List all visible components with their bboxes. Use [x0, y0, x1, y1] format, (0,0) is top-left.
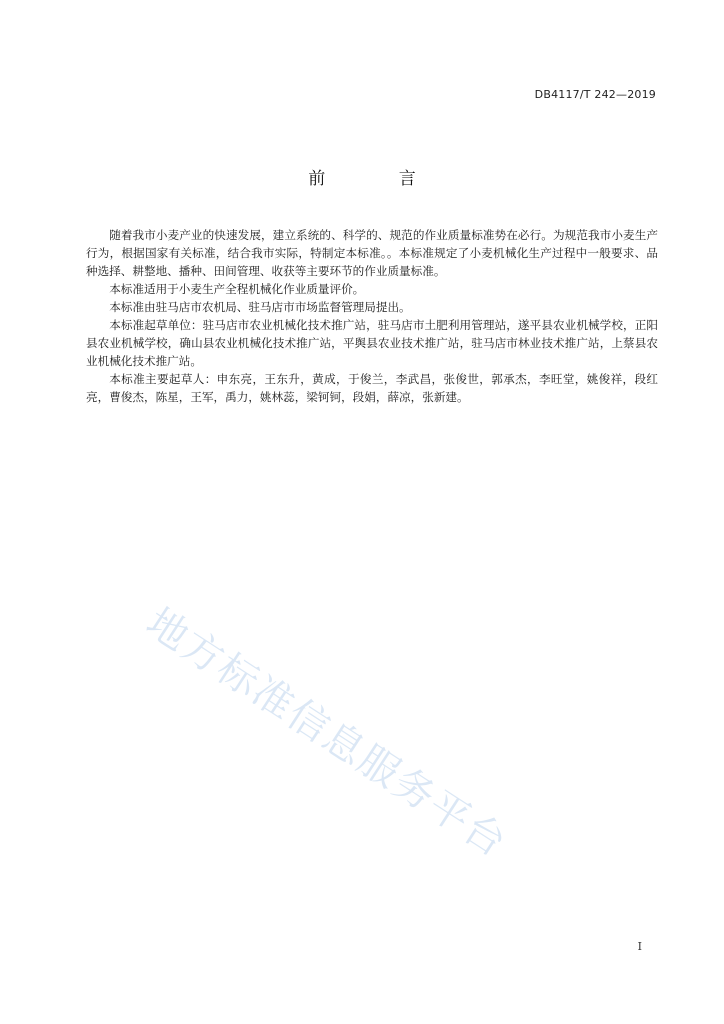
paragraph-proposer: 本标准由驻马店市农机局、驻马店市市场监督管理局提出。 — [109, 300, 411, 314]
paragraph-scope: 本标准适用于小麦生产全程机械化作业质量评价。 — [109, 282, 365, 296]
paragraph-drafting-units: 本标准起草单位：驻马店市农业机械化技术推广站，驻马店市土肥利用管理站，遂平县农业机械学校，正阳县农业机械学校，确山县农业机械化技术推广站，平舆县农业技术推广站，驻马店市林业技术推广站，上蔡县农业机械化技术推广站。 — [86, 318, 658, 368]
paragraph-background: 随着我市小麦产业的快速发展，建立系统的、科学的、规范的作业质量标准势在必行。为规范我市小麦生产行为，根据国家有关标准，结合我市实际，特制定本标准。。本标准规定了小麦机械化生产过程中一般要求、品种选择、耕整地、播种、田间管理、收获等主要环节的作业质量标准。 — [86, 228, 658, 278]
page-number: I — [637, 940, 642, 953]
document-code: DB4117/T 242—2019 — [534, 88, 656, 101]
watermark: 地方标准信息服务平台 — [138, 599, 516, 867]
foreword-body — [86, 226, 658, 406]
paragraph-drafters: 本标准主要起草人：申东亮，王东升，黄成，于俊兰，李武昌，张俊世，郭承杰，李旺堂，姚俊祥，段红亮，曹俊杰，陈星，王军，禹力，姚林蕊，梁钶钶，段娟，薛凉，张新建。 — [86, 372, 658, 404]
page-title: 前 言 — [308, 169, 450, 189]
